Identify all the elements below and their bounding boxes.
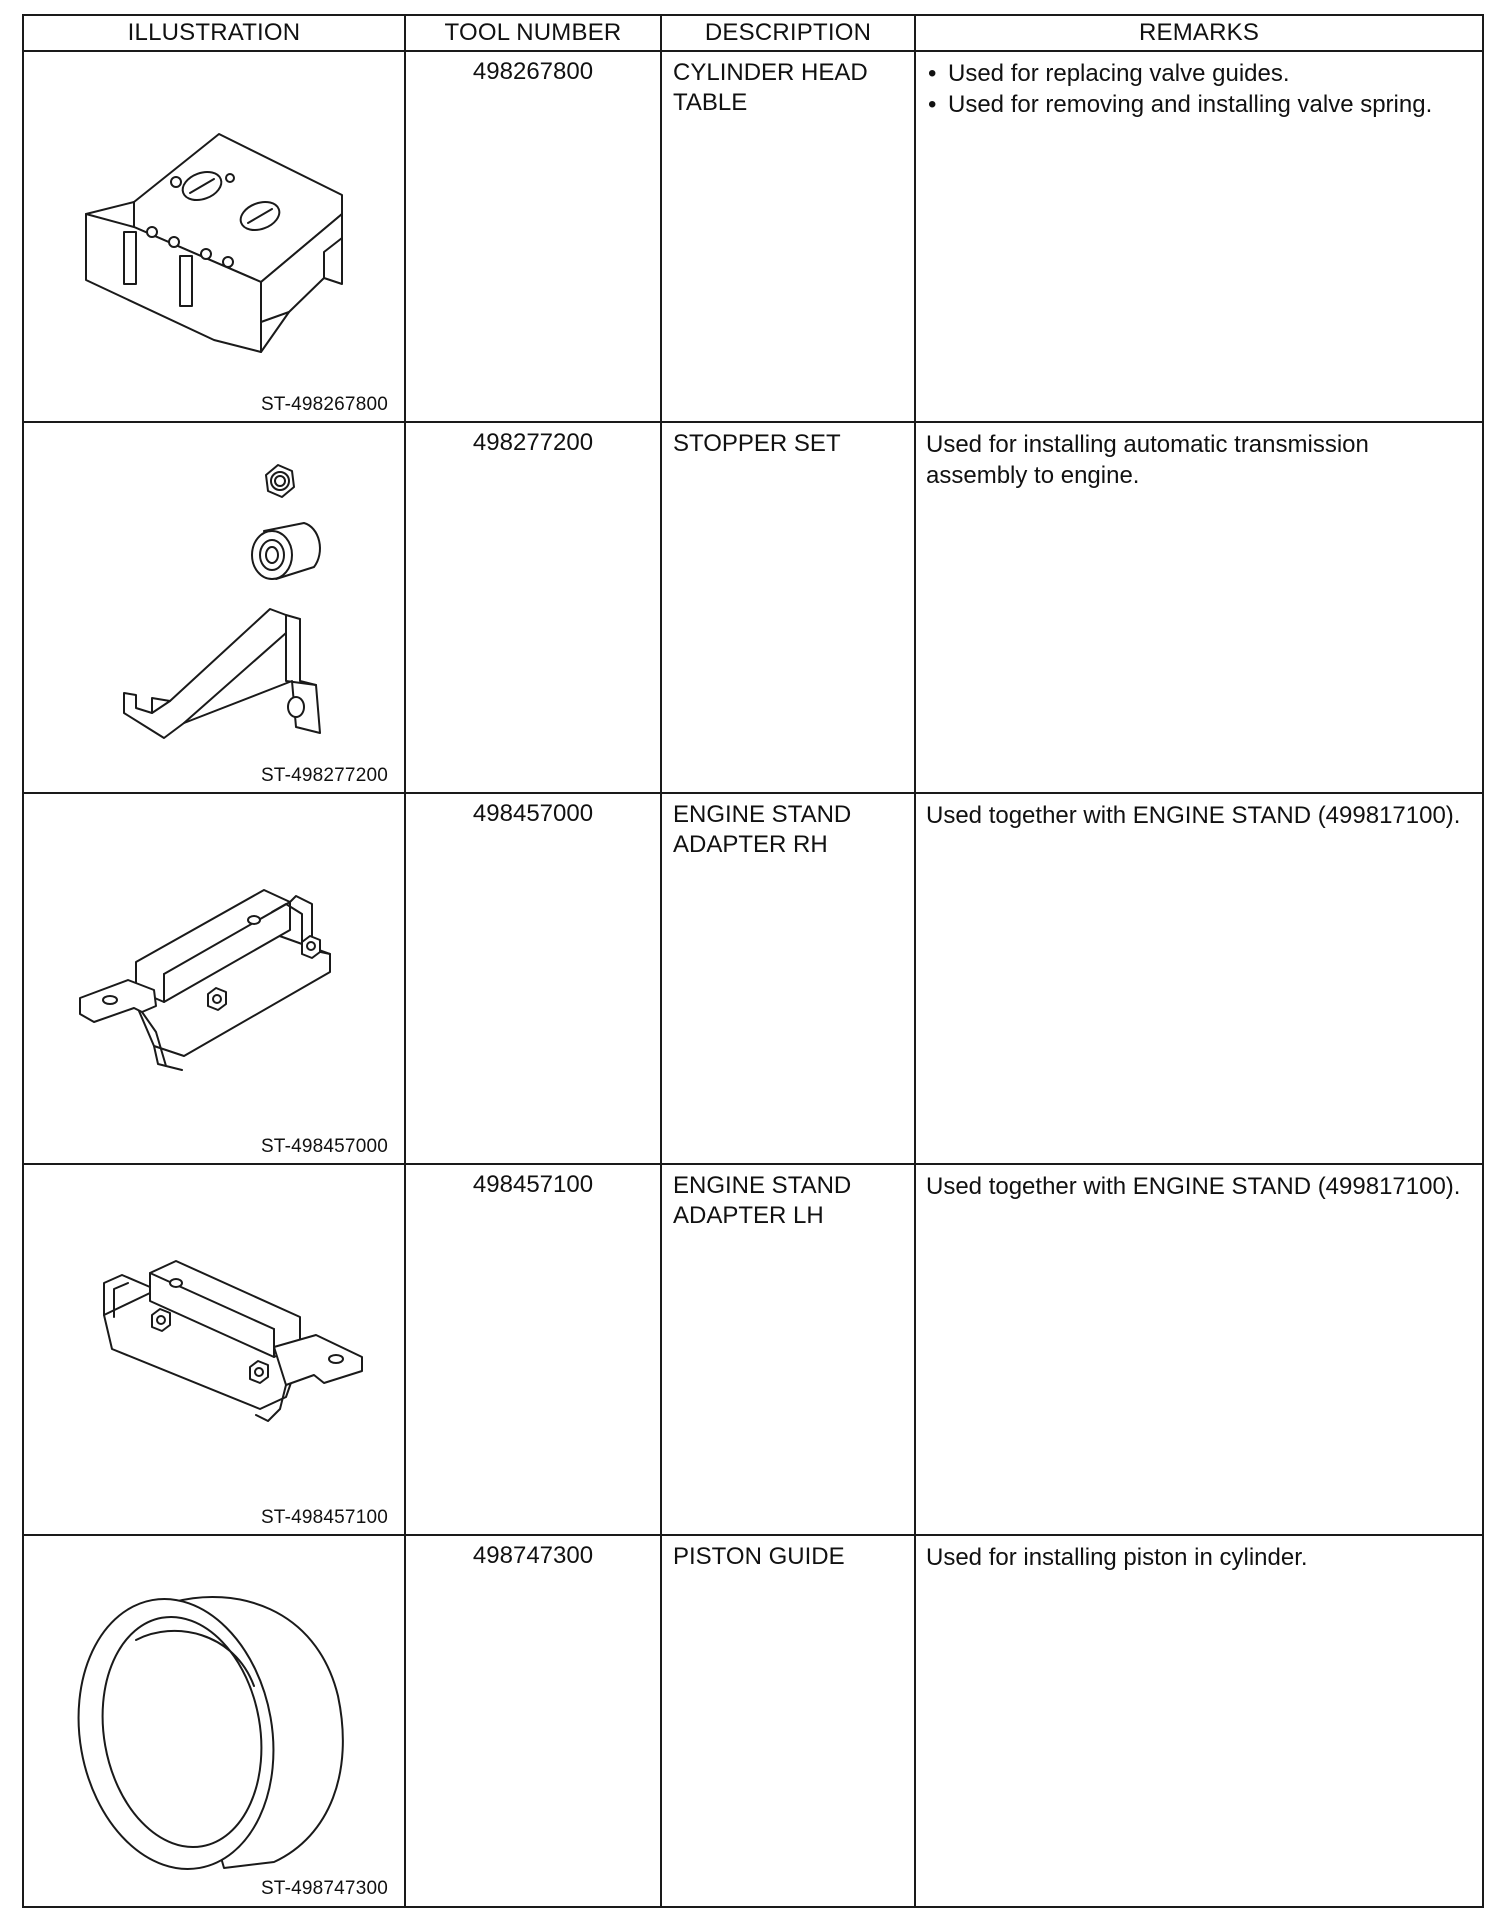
- remarks-list: [926, 58, 1474, 120]
- illustration-cell: [23, 1164, 405, 1535]
- illustration-code: ST-498267800: [260, 394, 388, 415]
- remarks-cell: Used together with ENGINE STAND (499817100).: [915, 1164, 1483, 1535]
- description-cell: PISTON GUIDE: [661, 1535, 915, 1907]
- remark-item: • Used for replacing valve guides.: [926, 58, 1474, 89]
- table-row: [23, 793, 1483, 1164]
- table-header-row: [23, 15, 1483, 51]
- table-row: [23, 422, 1483, 793]
- remarks-cell: Used for installing piston in cylinder.: [915, 1535, 1483, 1907]
- table-row: [23, 51, 1483, 422]
- column-header-illustration: ILLUSTRATION: [23, 15, 405, 51]
- remarks-cell: [915, 51, 1483, 422]
- stopper-set-icon: [24, 423, 404, 791]
- illustration-code: ST-498457000: [260, 1136, 388, 1157]
- engine-stand-adapter-lh-icon: [24, 1165, 404, 1533]
- description-cell: ENGINE STAND ADAPTER LH: [661, 1164, 915, 1535]
- piston-guide-icon: [24, 1536, 404, 1904]
- cylinder-head-table-icon: [24, 52, 404, 420]
- illustration-cell: [23, 422, 405, 793]
- illustration-code: ST-498277200: [260, 765, 388, 786]
- column-header-remarks: REMARKS: [915, 15, 1483, 51]
- illustration-cell: [23, 793, 405, 1164]
- special-tools-table: [22, 14, 1484, 1908]
- tool-number-cell: 498277200: [405, 422, 661, 793]
- illustration-cell: [23, 1535, 405, 1907]
- description-cell: CYLINDER HEAD TABLE: [661, 51, 915, 422]
- engine-stand-adapter-rh-icon: [24, 794, 404, 1162]
- remark-item: • Used for removing and installing valve spring.: [926, 89, 1474, 120]
- illustration-code: ST-498747300: [260, 1878, 388, 1899]
- remarks-cell: Used together with ENGINE STAND (499817100).: [915, 793, 1483, 1164]
- column-header-description: DESCRIPTION: [661, 15, 915, 51]
- tool-number-cell: 498267800: [405, 51, 661, 422]
- remarks-cell: Used for installing automatic transmission assembly to engine.: [915, 422, 1483, 793]
- illustration-cell: [23, 51, 405, 422]
- tool-number-cell: 498457000: [405, 793, 661, 1164]
- description-cell: ENGINE STAND ADAPTER RH: [661, 793, 915, 1164]
- illustration-code: ST-498457100: [260, 1507, 388, 1528]
- description-cell: STOPPER SET: [661, 422, 915, 793]
- tool-number-cell: 498747300: [405, 1535, 661, 1907]
- column-header-tool-number: TOOL NUMBER: [405, 15, 661, 51]
- table-row: [23, 1164, 1483, 1535]
- table-row: [23, 1535, 1483, 1907]
- tool-number-cell: 498457100: [405, 1164, 661, 1535]
